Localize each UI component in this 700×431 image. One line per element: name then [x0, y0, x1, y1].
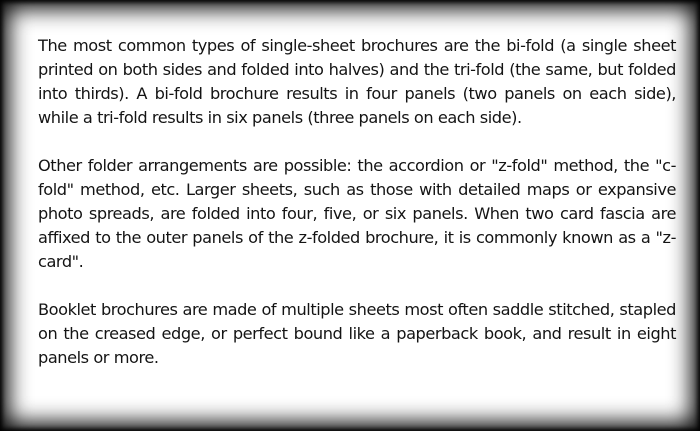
paragraph-brochure-types: The most common types of single-sheet brochures are the bi-fold (a single sheet printed on both sides and folded into halves) and the tri-fold (the same, but folded into thirds). A bi-fold brochure results in four panels (two panels on each side), while a tri-fold results in six panels (three panels on each side).	[38, 36, 676, 127]
paragraph-folder-arrangements: Other folder arrangements are possible: the accordion or "z-fold" method, the "c-fold" method, etc. Larger sheets, such as those with detailed maps or expansive photo spreads, are folded into four, five, or six panels. When two card fascia are affixed to the outer panels of the z-folded brochure, it is commonly known as a "z-card".	[38, 156, 676, 271]
text-block	[38, 34, 676, 370]
paragraph-booklet-brochures: Booklet brochures are made of multiple sheets most often saddle stitched, stapled on the creased edge, or perfect bound like a paperback book, and result in eight panels or more.	[38, 300, 676, 367]
